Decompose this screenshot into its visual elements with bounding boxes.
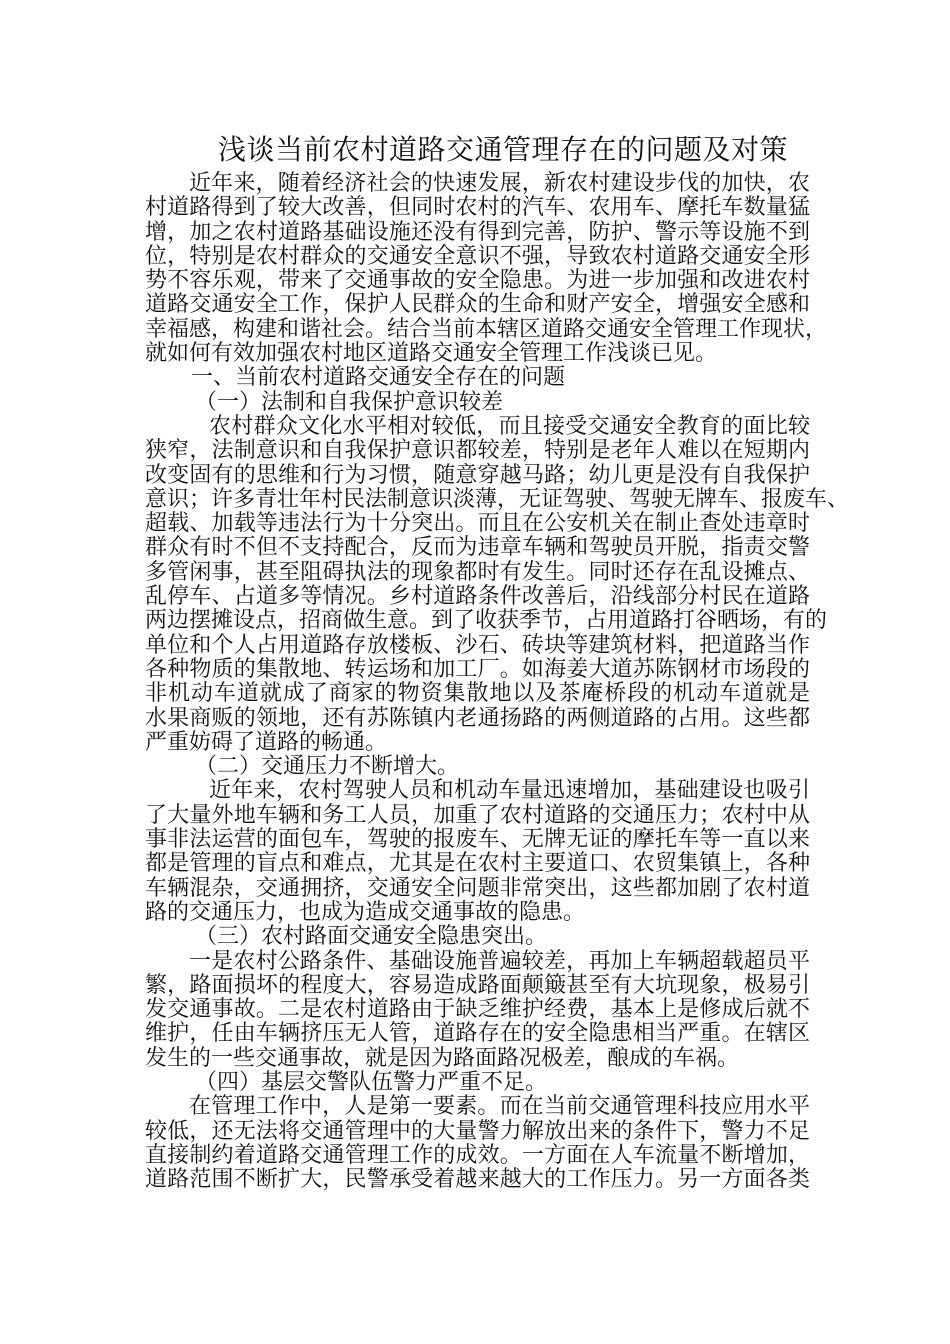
text-line: 幸福感，构建和谐社会。结合当前本辖区道路交通安全管理工作现状， (145, 316, 828, 342)
text-line: 直接制约着道路交通管理工作的成效。一方面在人车流量不断增加， (145, 1142, 810, 1168)
text-line: 在管理工作中，人是第一要素。而在当前交通管理科技应用水平 (189, 1094, 810, 1120)
text-line: 单位和个人占用道路存放楼板、沙石、砖块等建筑材料，把道路当作 (145, 632, 810, 658)
text-line: 较低，还无法将交通管理中的大量警力解放出来的条件下，警力不足 (145, 1118, 810, 1144)
text-line: 道路范围不断扩大，民警承受着越来越大的工作压力。另一方面各类 (145, 1167, 810, 1193)
text-line: 维护，任由车辆挤压无人管，道路存在的安全隐患相当严重。在辖区 (145, 1021, 810, 1047)
text-line: 车辆混杂，交通拥挤，交通安全问题非常突出，这些都加剧了农村道 (145, 875, 810, 901)
text-line: 了大量外地车辆和务工人员，加重了农村道路的交通压力；农村中从 (145, 802, 810, 828)
text-line: 发交通事故。二是农村道路由于缺乏维护经费，基本上是修成后就不 (145, 997, 810, 1023)
text-line: （一）法制和自我保护意识较差 (195, 389, 504, 415)
text-line: 位，特别是农村群众的交通安全意识不强，导致农村道路交通安全形 (145, 243, 810, 269)
text-line: 狭窄，法制意识和自我保护意识都较差，特别是老年人难以在短期内 (145, 438, 810, 464)
text-line: 道路交通安全工作，保护人民群众的生命和财产安全，增强安全感和 (145, 292, 810, 318)
text-line: 近年来，随着经济社会的快速发展，新农村建设步伐的加快，农 (189, 171, 810, 196)
text-line: 路的交通压力，也成为造成交通事故的隐患。 (145, 899, 586, 925)
text-line: 都是管理的盲点和难点，尤其是在农村主要道口、农贸集镇上，各种 (145, 851, 810, 877)
text-line: 农村群众文化水平相对较低，而且接受交通安全教育的面比较 (209, 413, 810, 439)
text-line: （三）农村路面交通安全隐患突出。 (195, 924, 548, 950)
text-line: 势不容乐观，带来了交通事故的安全隐患。为进一步加强和改进农村 (145, 268, 810, 294)
text-line: 乱停车、占道多等情况。乡村道路条件改善后，沿线部分村民在道路 (145, 584, 810, 610)
text-line: 各种物质的集散地、转运场和加工厂。如海姜大道苏陈钢材市场段的 (145, 656, 810, 682)
document-title: 浅谈当前农村道路交通管理存在的问题及对策 (218, 133, 789, 166)
text-line: 两边摆摊设点，招商做生意。到了收获季节，占用道路打谷晒场，有的 (145, 608, 828, 634)
text-line: 群众有时不但不支持配合，反而为违章车辆和驾驶员开脱，指责交警 (145, 535, 810, 561)
text-line: 超载、加载等违法行为十分突出。而且在公安机关在制止查处违章时 (145, 511, 810, 537)
text-line: 意识；许多青壮年村民法制意识淡薄，无证驾驶、驾驶无牌车、报废车、 (145, 486, 850, 512)
text-line: 繁，路面损坏的程度大，容易造成路面颠簸甚至有大坑现象，极易引 (145, 972, 810, 998)
text-line: 近年来，农村驾驶人员和机动车量迅速增加，基础建设也吸引 (209, 778, 810, 804)
text-line: （四）基层交警队伍警力严重不足。 (195, 1069, 548, 1095)
text-line: 严重妨碍了道路的畅通。 (145, 729, 388, 755)
text-line: 事非法运营的面包车，驾驶的报废车、无牌无证的摩托车等一直以来 (145, 827, 810, 853)
text-line: 水果商贩的领地，还有苏陈镇内老通扬路的两侧道路的占用。这些都 (145, 705, 810, 731)
text-line: 增，加之农村道路基础设施还没有得到完善，防护、警示等设施不到 (145, 219, 810, 245)
text-line: 村道路得到了较大改善，但同时农村的汽车、农用车、摩托车数量猛 (145, 195, 810, 221)
text-line: 一、当前农村道路交通安全存在的问题 (191, 365, 566, 391)
text-line: 发生的一些交通事故，就是因为路面路况极差，酿成的车祸。 (145, 1045, 740, 1071)
text-line: 改变固有的思维和行为习惯，随意穿越马路；幼儿更是没有自我保护 (145, 462, 810, 488)
document-body (145, 171, 850, 1193)
text-line: 就如何有效加强农村地区道路交通安全管理工作浅谈已见。 (145, 341, 718, 367)
text-line: 非机动车道就成了商家的物资集散地以及茶庵桥段的机动车道就是 (145, 681, 810, 707)
text-line: 多管闲事，甚至阻碍执法的现象都时有发生。同时还存在乱设摊点、 (145, 559, 810, 585)
text-line: （二）交通压力不断增大。 (195, 754, 460, 780)
text-line: 一是农村公路条件、基础设施普遍较差，再加上车辆超载超员平 (189, 948, 810, 974)
